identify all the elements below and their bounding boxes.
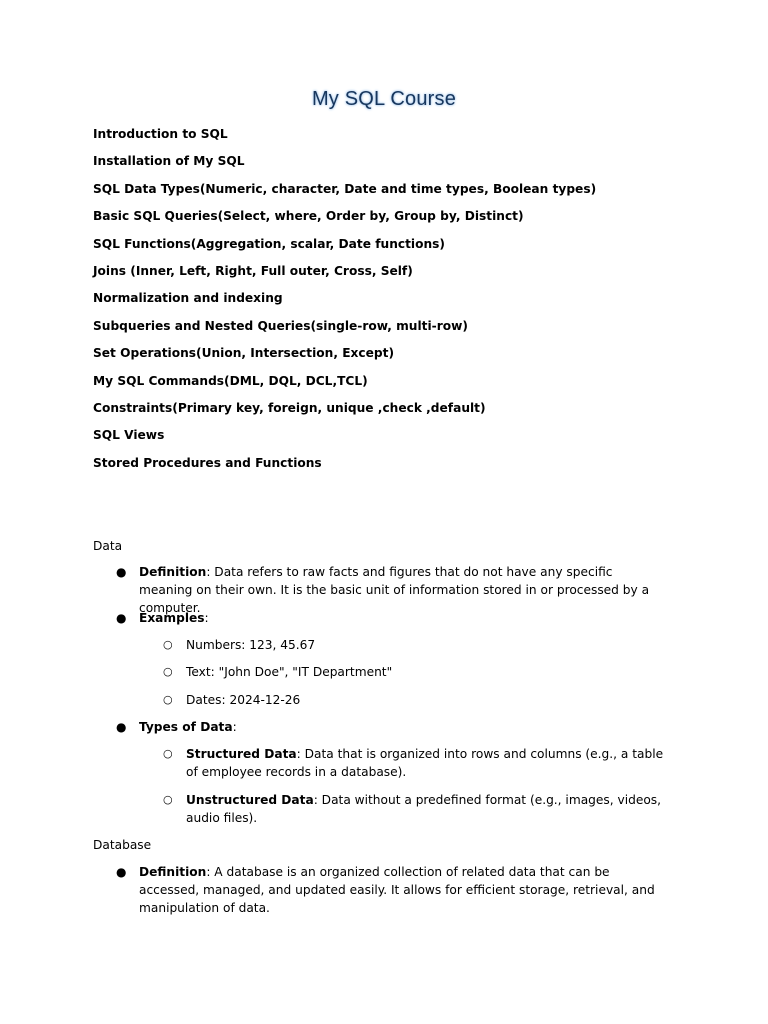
data-examples-item bbox=[116, 609, 669, 627]
outline-item: SQL Functions(Aggregation, scalar, Date functions) bbox=[93, 236, 445, 251]
unstructured-data-item bbox=[163, 791, 666, 827]
document-title: My SQL Course bbox=[311, 88, 457, 110]
unstructured-text: : Data without a predefined format (e.g., images, videos, audio files). bbox=[186, 793, 662, 825]
examples-colon: : bbox=[204, 611, 209, 625]
database-definition-item bbox=[116, 863, 669, 917]
outline-item: Normalization and indexing bbox=[93, 291, 283, 306]
bullet-icon: ● bbox=[116, 565, 127, 579]
outline-item: Stored Procedures and Functions bbox=[93, 455, 322, 470]
circle-bullet-icon: ○ bbox=[163, 793, 173, 806]
course-outline bbox=[93, 126, 596, 482]
circle-bullet-icon: ○ bbox=[163, 638, 173, 651]
outline-item: Joins (Inner, Left, Right, Full outer, Cross, Self) bbox=[93, 263, 413, 278]
definition-label: Definition bbox=[139, 865, 207, 879]
example-text: Numbers: 123, 45.67 bbox=[186, 638, 316, 652]
bullet-icon: ● bbox=[116, 611, 127, 625]
outline-item: SQL Data Types(Numeric, character, Date and time types, Boolean types) bbox=[93, 181, 597, 196]
outline-item: SQL Views bbox=[93, 428, 165, 443]
example-item bbox=[163, 636, 666, 654]
outline-item: My SQL Commands(DML, DQL, DCL,TCL) bbox=[93, 373, 368, 388]
definition-label: Definition bbox=[139, 565, 207, 579]
outline-item: Constraints(Primary key, foreign, unique ,check ,default) bbox=[93, 400, 486, 415]
structured-data-item bbox=[163, 745, 666, 781]
outline-item: Introduction to SQL bbox=[93, 127, 228, 141]
bullet-icon: ● bbox=[116, 865, 127, 879]
types-label: Types of Data bbox=[139, 720, 233, 734]
circle-bullet-icon: ○ bbox=[163, 665, 173, 678]
definition-text: : A database is an organized collection of related data that can be accessed, managed, and updated easily. It allows for efficient storage, retrieval, and manipulation of data. bbox=[139, 865, 655, 915]
data-types-item bbox=[116, 718, 669, 736]
examples-label: Examples bbox=[139, 611, 205, 625]
types-colon: : bbox=[232, 720, 237, 734]
bullet-icon: ● bbox=[116, 720, 127, 734]
outline-item: Subqueries and Nested Queries(single-row, multi-row) bbox=[93, 318, 468, 333]
example-item bbox=[163, 691, 666, 709]
structured-text: : Data that is organized into rows and columns (e.g., a table of employee records in a database). bbox=[186, 747, 664, 779]
outline-item: Set Operations(Union, Intersection, Except) bbox=[93, 346, 395, 361]
structured-label: Structured Data bbox=[186, 747, 297, 761]
outline-item: Basic SQL Queries(Select, where, Order by, Group by, Distinct) bbox=[93, 209, 524, 224]
example-item bbox=[163, 663, 666, 681]
circle-bullet-icon: ○ bbox=[163, 693, 173, 706]
example-text: Text: "John Doe", "IT Department" bbox=[186, 665, 393, 679]
example-text: Dates: 2024-12-26 bbox=[186, 693, 301, 707]
definition-text: : Data refers to raw facts and figures that do not have any specific meaning on their own. It is the basic unit of information stored in or processed by a computer. bbox=[139, 565, 650, 615]
section-heading-database: Database bbox=[93, 838, 152, 852]
section-heading-data: Data bbox=[93, 539, 123, 553]
circle-bullet-icon: ○ bbox=[163, 747, 173, 760]
outline-item: Installation of My SQL bbox=[93, 154, 245, 169]
unstructured-label: Unstructured Data bbox=[186, 793, 314, 807]
